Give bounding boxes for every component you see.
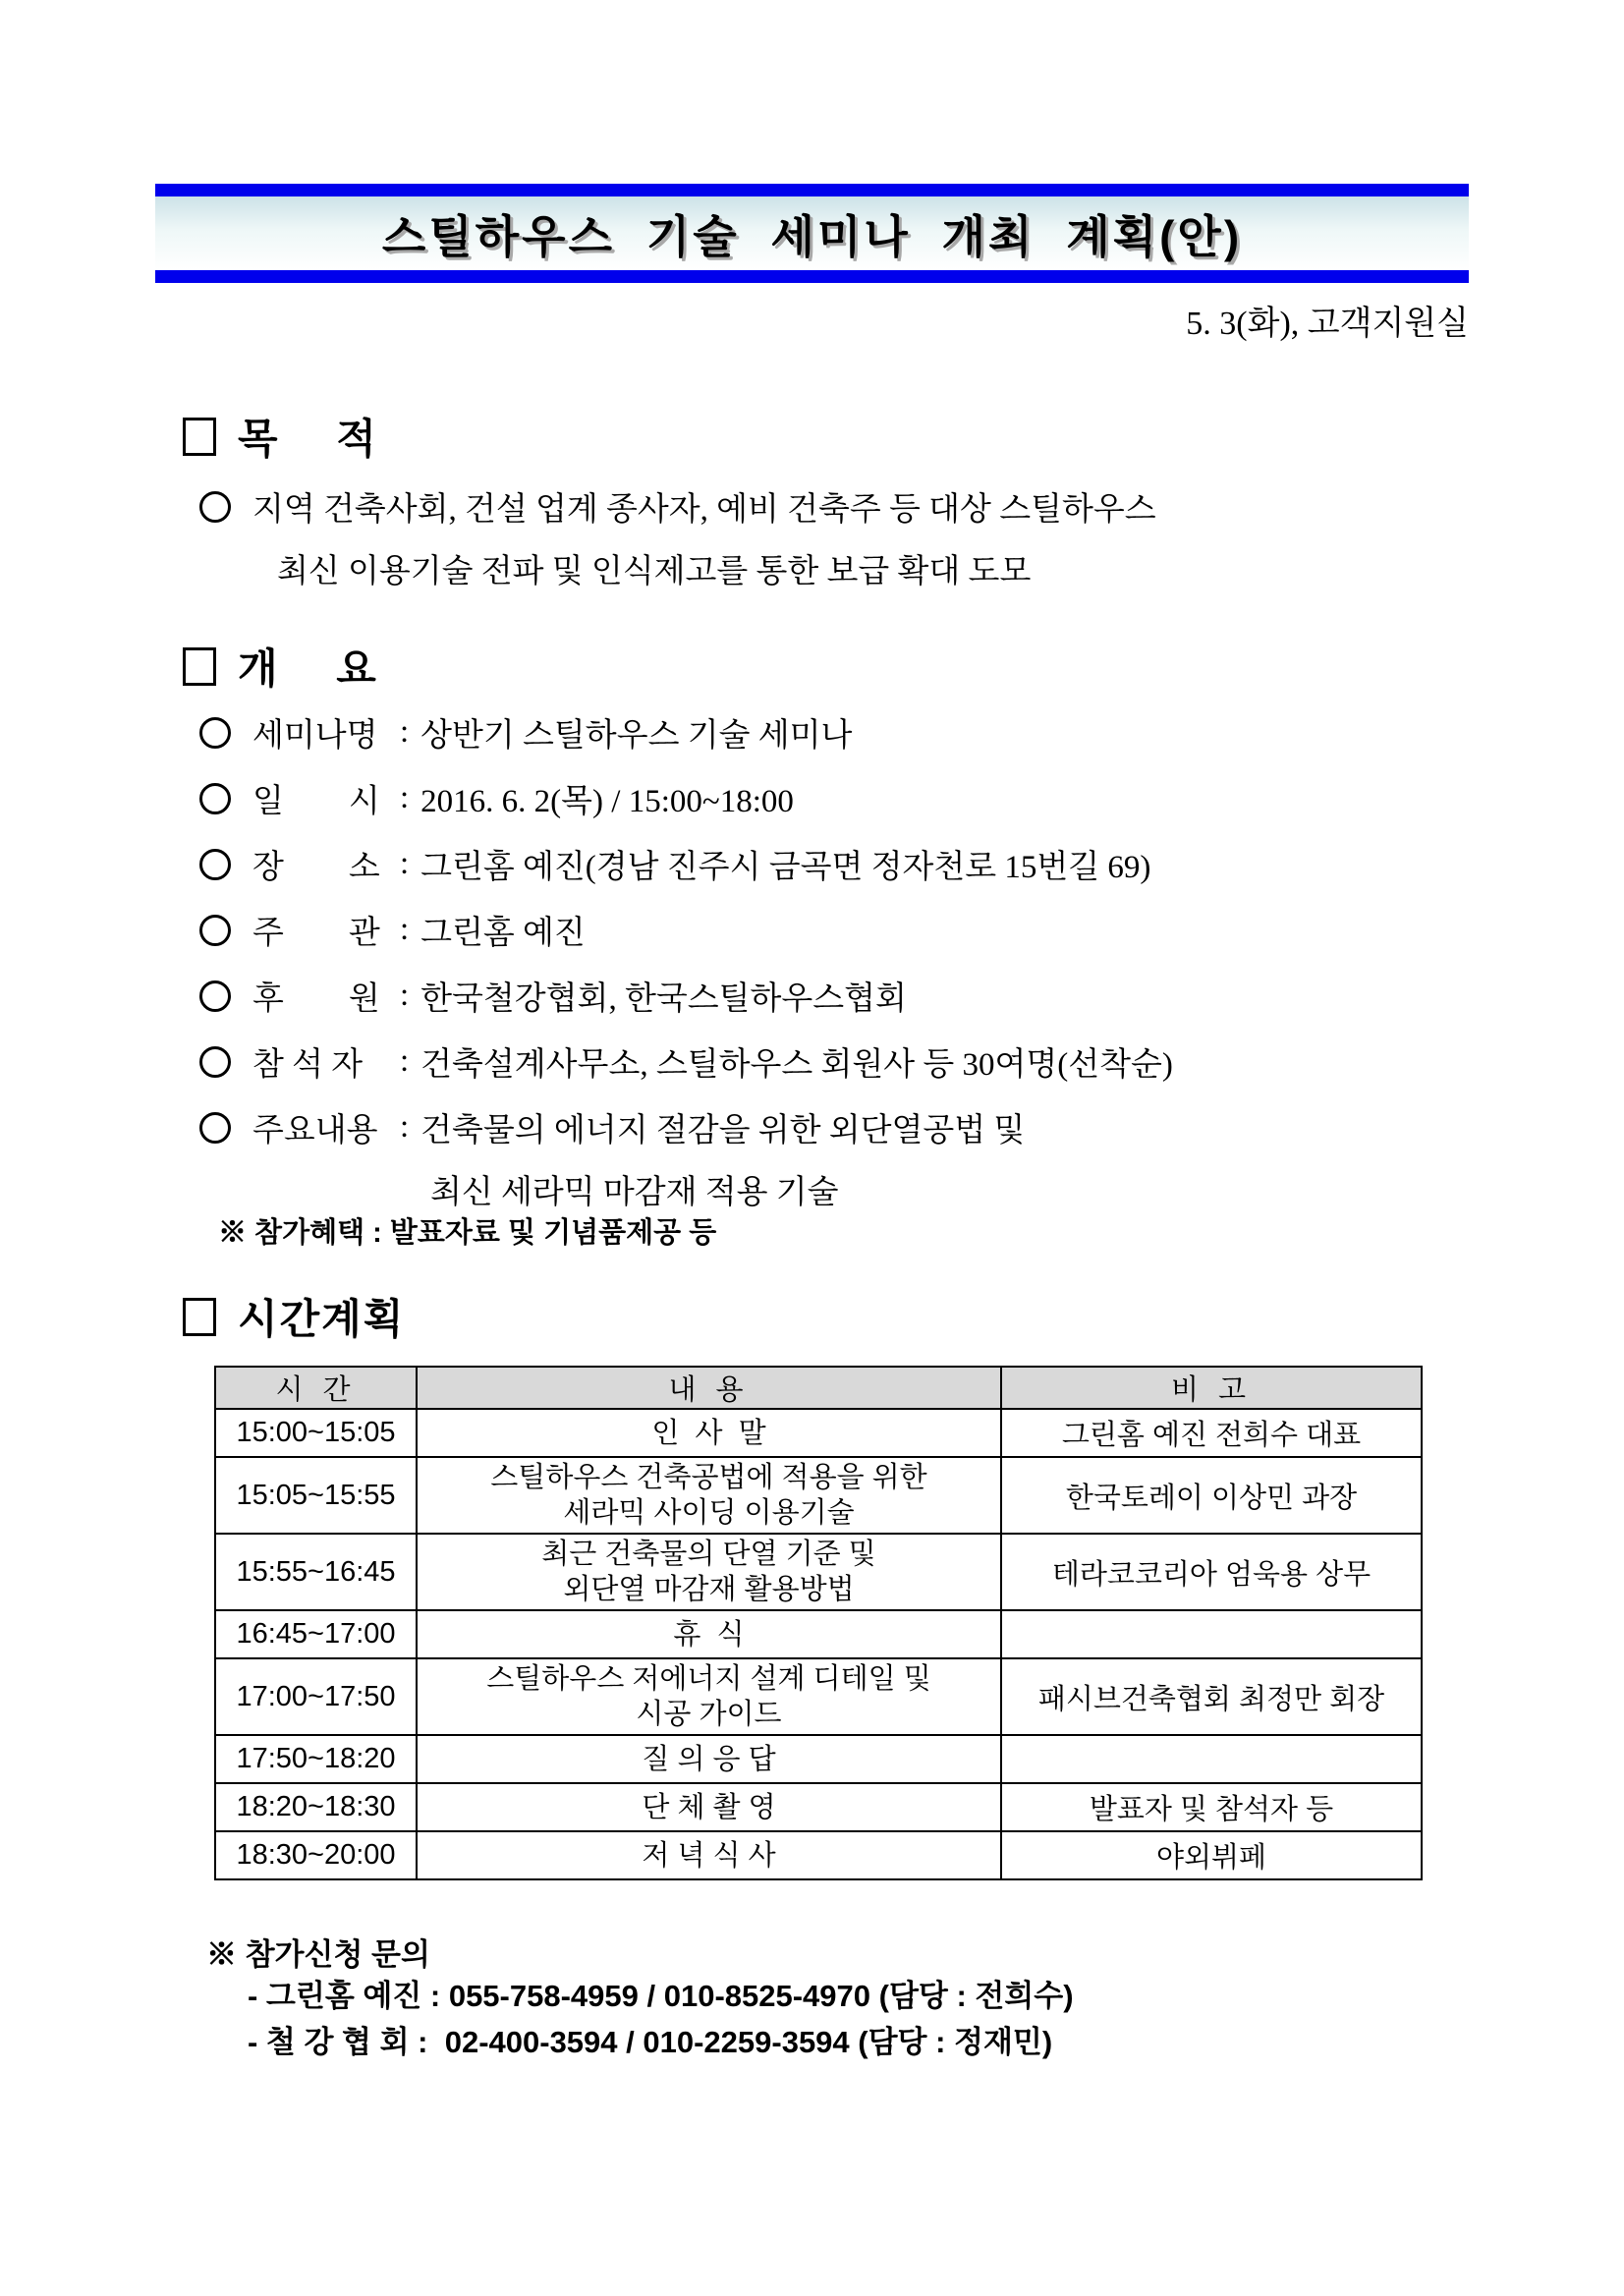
schedule-row xyxy=(215,1409,1422,1457)
contact-line: - 철 강 협 회 : 02-400-3594 / 010-2259-3594 (담당 : 정재민) xyxy=(248,2025,1053,2059)
schedule-content-line: 휴 식 xyxy=(673,1618,745,1651)
overview-item-row xyxy=(199,1029,1506,1094)
circle-bullet-icon xyxy=(199,1112,231,1144)
square-bullet-icon xyxy=(183,647,216,686)
schedule-content-line: 질 의 응 답 xyxy=(642,1743,776,1775)
banner-body xyxy=(155,196,1469,270)
schedule-content-cell xyxy=(417,1457,1001,1534)
overview-item-label: 후 원 xyxy=(252,981,380,1017)
circle-bullet-icon xyxy=(199,1046,231,1078)
schedule-content-line: 스틸하우스 건축공법에 적용을 위한 xyxy=(490,1462,927,1493)
circle-bullet-icon xyxy=(199,849,231,880)
schedule-content-cell xyxy=(417,1783,1001,1831)
schedule-note-cell: 그린홈 예진 전희수 대표 xyxy=(1001,1409,1422,1457)
schedule-content-line: 스틸하우스 저에너지 설계 디테일 및 xyxy=(486,1663,931,1695)
overview-item-row xyxy=(199,897,1506,963)
contact-heading: ※ 참가신청 문의 xyxy=(206,1937,430,1972)
square-bullet-icon xyxy=(183,1298,216,1336)
schedule-row xyxy=(215,1783,1422,1831)
overview-item-value-cont: 최신 세라믹 마감재 적용 기술 xyxy=(430,1175,839,1210)
overview-item-value: 2016. 6. 2(목) / 15:00~18:00 xyxy=(420,784,794,819)
circle-bullet-icon xyxy=(199,915,231,946)
schedule-time-cell: 15:05~15:55 xyxy=(215,1457,417,1534)
overview-item-value: 한국철강협회, 한국스틸하우스협회 xyxy=(420,981,907,1017)
overview-item-label: 일 시 xyxy=(252,784,380,819)
schedule-note-cell: 패시브건축협회 최정만 회장 xyxy=(1001,1658,1422,1735)
purpose-line-text: 최신 이용기술 전파 및 인식제고를 통한 보급 확대 도모 xyxy=(277,554,1032,589)
purpose-heading xyxy=(183,407,378,466)
schedule-content-line: 세라믹 사이딩 이용기술 xyxy=(563,1497,855,1529)
overview-item-row xyxy=(199,765,1506,831)
schedule-content-line: 저 녁 식 사 xyxy=(642,1839,776,1872)
overview-item-row xyxy=(199,831,1506,897)
schedule-heading xyxy=(183,1287,405,1346)
schedule-header-row xyxy=(215,1367,1422,1409)
circle-bullet-icon xyxy=(199,783,231,814)
overview-item-colon: : xyxy=(400,846,410,881)
overview-item xyxy=(199,1029,1506,1094)
schedule-time-cell: 15:00~15:05 xyxy=(215,1409,417,1457)
overview-heading-text: 개 요 xyxy=(238,645,378,692)
purpose-line-text: 지역 건축사회, 건설 업계 종사자, 예비 건축주 등 대상 스틸하우스 xyxy=(252,492,1156,528)
schedule-time-cell: 15:55~16:45 xyxy=(215,1534,417,1610)
overview-item xyxy=(199,765,1506,831)
banner-bottom-bar xyxy=(155,270,1469,283)
schedule-time-cell: 16:45~17:00 xyxy=(215,1610,417,1658)
schedule-column-header: 시 간 xyxy=(215,1367,417,1409)
overview-item-row xyxy=(199,700,1506,765)
overview-item-value: 그린홈 예진 xyxy=(420,916,586,951)
schedule-row xyxy=(215,1534,1422,1610)
title-banner xyxy=(155,184,1469,283)
schedule-content-cell xyxy=(417,1610,1001,1658)
overview-item-colon: : xyxy=(400,912,410,947)
overview-item-row xyxy=(199,1094,1506,1160)
schedule-row xyxy=(215,1457,1422,1534)
purpose-paragraph xyxy=(199,474,1496,605)
overview-item-row xyxy=(199,963,1506,1029)
schedule-time-cell: 17:50~18:20 xyxy=(215,1735,417,1783)
schedule-content-cell xyxy=(417,1534,1001,1610)
schedule-table xyxy=(214,1366,1423,1880)
schedule-content-line: 외단열 마감재 활용방법 xyxy=(563,1574,855,1605)
schedule-table-body xyxy=(215,1409,1422,1879)
overview-item xyxy=(199,831,1506,897)
date-department: 5. 3(화), 고객지원실 xyxy=(1186,306,1469,342)
overview-item-label: 주 관 xyxy=(252,916,380,951)
circle-bullet-icon xyxy=(199,717,231,749)
overview-item-value: 건축설계사무소, 스틸하우스 회원사 등 30여명(선착순) xyxy=(420,1047,1173,1083)
schedule-row xyxy=(215,1658,1422,1735)
square-bullet-icon xyxy=(183,418,216,456)
banner-top-bar xyxy=(155,184,1469,196)
schedule-note-cell: 야외뷔페 xyxy=(1001,1831,1422,1879)
overview-item xyxy=(199,1094,1506,1226)
overview-item-value: 건축물의 에너지 절감을 위한 외단열공법 및 xyxy=(420,1113,1026,1148)
overview-item-colon: : xyxy=(400,1109,410,1145)
overview-item xyxy=(199,963,1506,1029)
schedule-row xyxy=(215,1735,1422,1783)
schedule-content-line: 최근 건축물의 단열 기준 및 xyxy=(541,1539,876,1570)
schedule-content-cell xyxy=(417,1831,1001,1879)
overview-item xyxy=(199,897,1506,963)
schedule-note-cell: 한국토레이 이상민 과장 xyxy=(1001,1457,1422,1534)
overview-item-label: 주요내용 xyxy=(252,1113,378,1148)
schedule-note-cell: 발표자 및 참석자 등 xyxy=(1001,1783,1422,1831)
schedule-content-cell xyxy=(417,1409,1001,1457)
schedule-time-cell: 17:00~17:50 xyxy=(215,1658,417,1735)
circle-bullet-icon xyxy=(199,491,231,523)
purpose-heading-text: 목 적 xyxy=(238,416,378,462)
schedule-row xyxy=(215,1831,1422,1879)
benefit-note: ※ 참가혜택 : 발표자료 및 기념품제공 등 xyxy=(218,1217,717,1249)
overview-item-value: 그린홈 예진(경남 진주시 금곡면 정자천로 15번길 69) xyxy=(420,850,1151,885)
overview-list xyxy=(199,700,1506,1226)
schedule-column-header: 비 고 xyxy=(1001,1367,1422,1409)
schedule-content-cell xyxy=(417,1735,1001,1783)
schedule-content-line: 인 사 말 xyxy=(651,1417,766,1449)
schedule-time-cell: 18:20~18:30 xyxy=(215,1783,417,1831)
overview-item-label: 참 석 자 xyxy=(252,1047,364,1083)
schedule-time-cell: 18:30~20:00 xyxy=(215,1831,417,1879)
overview-item-label: 장 소 xyxy=(252,850,380,885)
circle-bullet-icon xyxy=(199,980,231,1012)
overview-item-colon: : xyxy=(400,780,410,815)
schedule-note-cell xyxy=(1001,1610,1422,1658)
overview-item-colon: : xyxy=(400,978,410,1013)
schedule-table-header xyxy=(215,1367,1422,1409)
schedule-content-cell xyxy=(417,1658,1001,1735)
overview-item-label: 세미나명 xyxy=(252,718,378,754)
overview-item xyxy=(199,700,1506,765)
overview-item-colon: : xyxy=(400,1043,410,1079)
schedule-content-line: 단 체 촬 영 xyxy=(642,1791,776,1823)
schedule-row xyxy=(215,1610,1422,1658)
overview-item-colon: : xyxy=(400,714,410,750)
schedule-content-line: 시공 가이드 xyxy=(636,1699,782,1730)
page-title: 스틸하우스 기술 세미나 개최 계획(안) xyxy=(381,210,1243,262)
contact-line: - 그린홈 예진 : 055-758-4959 / 010-8525-4970 (담당 : 전희수) xyxy=(248,1979,1074,2013)
schedule-column-header: 내 용 xyxy=(417,1367,1001,1409)
schedule-note-cell xyxy=(1001,1735,1422,1783)
schedule-heading-text: 시간계획 xyxy=(238,1296,406,1342)
purpose-line-row xyxy=(199,474,1496,539)
contact-lines xyxy=(248,1973,1074,2065)
overview-heading xyxy=(183,637,378,696)
overview-item-value: 상반기 스틸하우스 기술 세미나 xyxy=(420,718,853,754)
schedule-note-cell: 테라코코리아 엄욱용 상무 xyxy=(1001,1534,1422,1610)
